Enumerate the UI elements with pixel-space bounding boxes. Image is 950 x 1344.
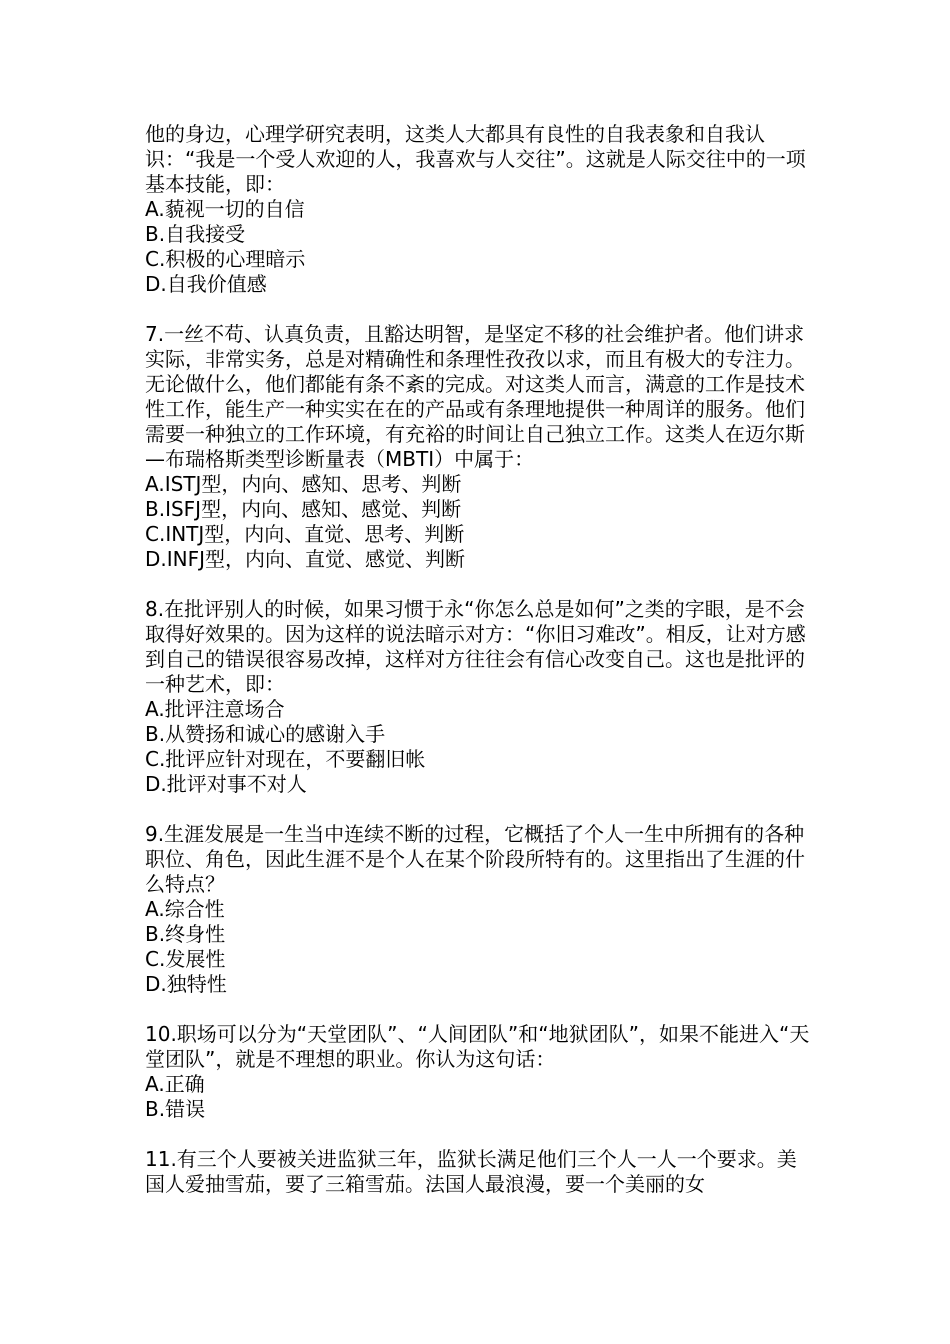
option-d: D.批评对事不对人 [145, 772, 307, 796]
option-c: C.INTJ型，内向、直觉、思考、判断 [145, 522, 465, 546]
question-block [145, 597, 810, 797]
question-stem: 11.有三个人要被关进监狱三年，监狱长满足他们三个人一人一个要求。美国人爱抽雪茄，要了三箱雪茄。法国人最浪漫，要一个美丽的女 [145, 1147, 797, 1196]
question-block [145, 322, 810, 572]
option-a: A.正确 [145, 1072, 205, 1096]
option-b: B.从赞扬和诚心的感谢入手 [145, 722, 386, 746]
option-b: B.错误 [145, 1097, 206, 1121]
option-c: C.发展性 [145, 947, 226, 971]
question-block [145, 822, 810, 997]
question-stem: 10.职场可以分为“天堂团队”、“人间团队”和“地狱团队”，如果不能进入“天堂团队”，就是不理想的职业。你认为这句话： [145, 1022, 810, 1071]
question-block [145, 122, 810, 297]
option-b: B.自我接受 [145, 222, 246, 246]
option-b: B.ISFJ型，内向、感知、感觉、判断 [145, 497, 462, 521]
option-c: C.批评应针对现在，不要翻旧帐 [145, 747, 426, 771]
question-stem: 7.一丝不苟、认真负责，且豁达明智，是坚定不移的社会维护者。他们讲求实际，非常实务，总是对精确性和条理性孜孜以求，而且有极大的专注力。无论做什么，他们都能有条不紊的完成。对这类人而言，满意的工作是技术性工作，能生产一种实实在在的产品或有条理地提供一种周详的服务。他们需要一种独立的工作环境，有充裕的时间让自己独立工作。这类人在迈尔斯—布瑞格斯类型诊断量表（MBTI）中属于： [145, 322, 805, 471]
question-stem: 9.生涯发展是一生当中连续不断的过程，它概括了个人一生中所拥有的各种职位、角色，因此生涯不是个人在某个阶段所特有的。这里指出了生涯的什么特点？ [145, 822, 805, 896]
option-b: B.终身性 [145, 922, 226, 946]
option-a: A.综合性 [145, 897, 225, 921]
option-d: D.独特性 [145, 972, 227, 996]
question-stem: 他的身边，心理学研究表明，这类人大都具有良性的自我表象和自我认识：“我是一个受人欢迎的人，我喜欢与人交往”。这就是人际交往中的一项基本技能，即： [145, 122, 806, 196]
question-block [145, 1022, 810, 1122]
question-block [145, 1147, 810, 1197]
option-a: A.藐视一切的自信 [145, 197, 305, 221]
document-page [145, 122, 810, 1222]
option-c: C.积极的心理暗示 [145, 247, 306, 271]
question-stem: 8.在批评别人的时候，如果习惯于永“你怎么总是如何”之类的字眼，是不会取得好效果的。因为这样的说法暗示对方：“你旧习难改”。相反，让对方感到自己的错误很容易改掉，这样对方往往会有信心改变自己。这也是批评的一种艺术，即： [145, 597, 806, 696]
option-a: A.批评注意场合 [145, 697, 285, 721]
option-d: D.INFJ型，内向、直觉、感觉、判断 [145, 547, 466, 571]
option-d: D.自我价值感 [145, 272, 267, 296]
option-a: A.ISTJ型，内向、感知、思考、判断 [145, 472, 462, 496]
